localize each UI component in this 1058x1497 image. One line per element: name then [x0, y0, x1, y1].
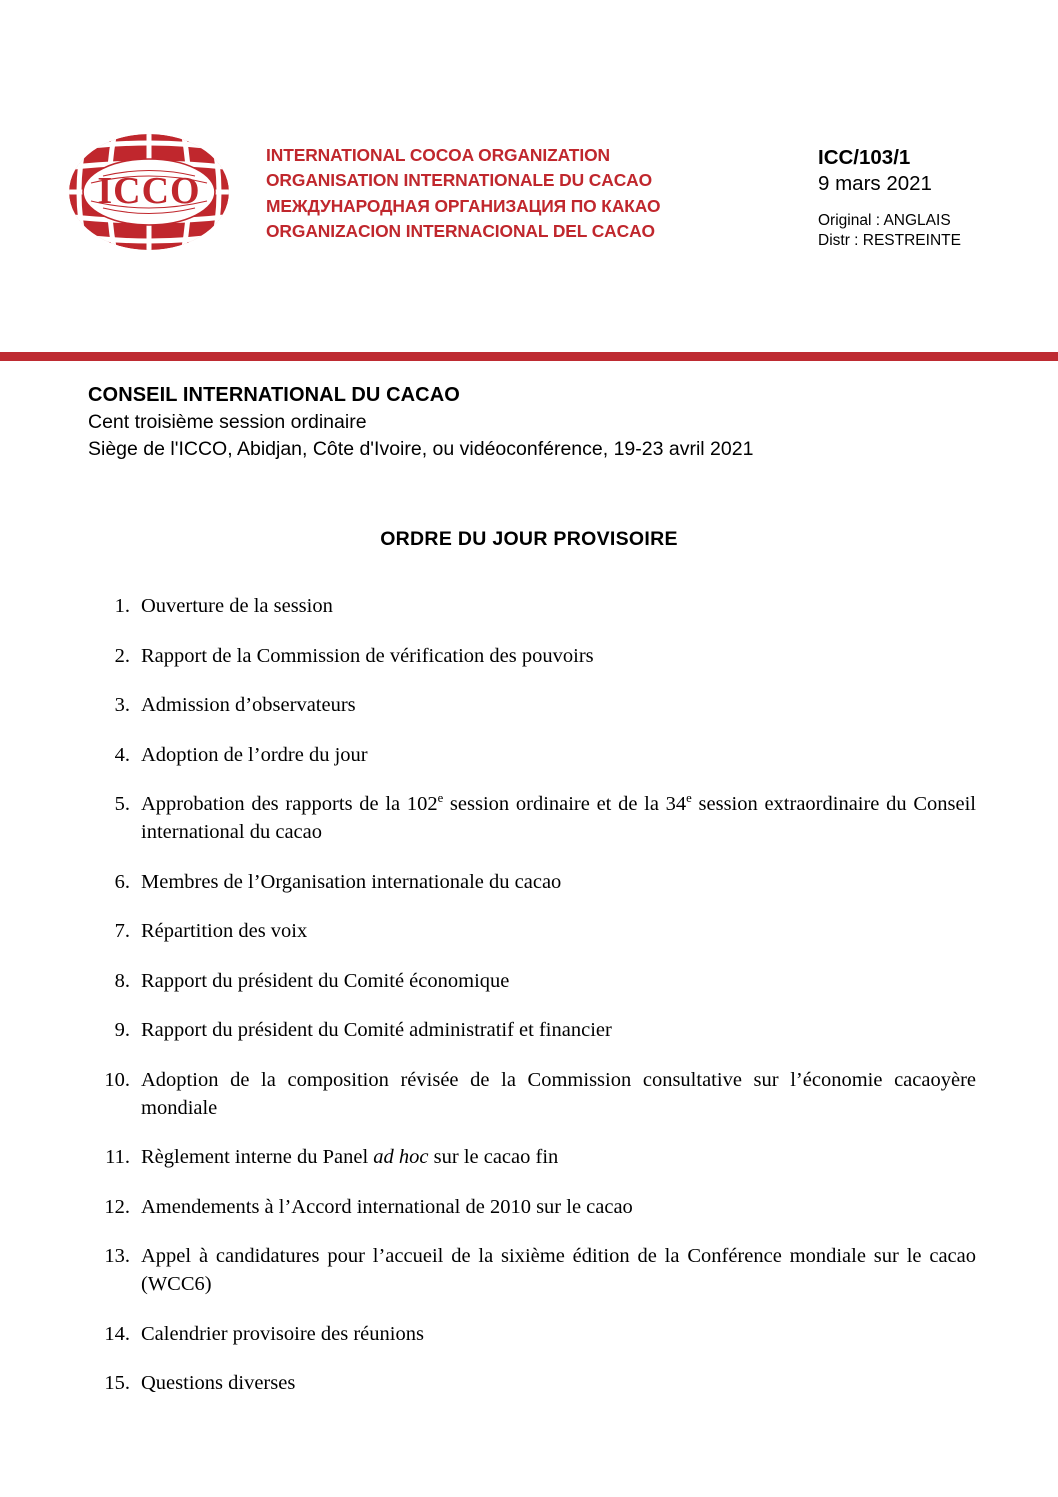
agenda-item-number: 10.	[104, 1068, 130, 1091]
agenda-item	[84, 967, 976, 995]
agenda-item	[84, 1016, 976, 1044]
agenda-item-number: 5.	[114, 793, 130, 815]
header-divider	[0, 352, 1058, 361]
session-venue: Siège de l'ICCO, Abidjan, Côte d'Ivoire, ou vidéoconférence, 19-23 avril 2021	[88, 438, 754, 460]
agenda-item-text: Répartition des voix	[141, 920, 308, 942]
agenda-item-text: Rapport du président du Comité économique	[141, 969, 510, 992]
org-name-es: ORGANIZACION INTERNACIONAL DEL CACAO	[266, 221, 655, 242]
agenda-item-number: 6.	[114, 870, 130, 893]
agenda-item-number: 2.	[114, 644, 130, 667]
agenda-list	[84, 592, 976, 1419]
agenda-item	[84, 790, 976, 846]
agenda-item	[84, 868, 976, 896]
agenda-item	[84, 1066, 976, 1122]
document-date: 9 mars 2021	[818, 172, 932, 195]
agenda-item-text: Calendrier provisoire des réunions	[141, 1322, 424, 1345]
agenda-item	[84, 1242, 976, 1298]
agenda-item	[84, 1320, 976, 1348]
agenda-item-number: 13.	[104, 1245, 130, 1267]
agenda-item	[84, 741, 976, 769]
org-name-fr: ORGANISATION INTERNATIONALE DU CACAO	[266, 170, 653, 191]
agenda-item-number: 9.	[114, 1019, 130, 1041]
agenda-item-text: Membres de l’Organisation internationale du cacao	[141, 870, 562, 893]
agenda-item	[84, 642, 976, 670]
agenda-item-number: 1.	[114, 595, 130, 617]
agenda-item-text: Admission d’observateurs	[141, 694, 356, 716]
f-letter-icon	[800, 55, 1000, 111]
icco-logo	[57, 131, 241, 253]
agenda-item-text: Rapport du président du Comité administratif et financier	[141, 1019, 612, 1041]
agenda-item	[84, 1369, 976, 1397]
agenda-item-number: 11.	[105, 1146, 130, 1168]
agenda-item	[84, 1193, 976, 1221]
agenda-item-text: Approbation des rapports de la 102e session ordinaire et de la 34e session extraordinaire du Conseil international du cacao	[141, 791, 976, 843]
original-language: Original : ANGLAIS	[818, 212, 951, 229]
agenda-item-text: Rapport de la Commission de vérification des pouvoirs	[141, 644, 594, 667]
distribution-status: Distr : RESTREINTE	[818, 231, 961, 249]
language-banner-f	[800, 55, 1000, 111]
agenda-item-text: Adoption de l’ordre du jour	[141, 743, 368, 766]
document-symbol: ICC/103/1	[818, 146, 911, 169]
agenda-item	[84, 592, 976, 620]
org-name-ru: МЕЖДУНАРОДНАЯ ОРГАНИЗАЦИЯ ПО КАКАО	[266, 195, 661, 216]
page-title: ORDRE DU JOUR PROVISOIRE	[380, 528, 678, 550]
agenda-item-text: Questions diverses	[141, 1372, 296, 1394]
session-name: Cent troisième session ordinaire	[88, 411, 367, 433]
council-name: CONSEIL INTERNATIONAL DU CACAO	[88, 384, 460, 406]
agenda-item-number: 14.	[104, 1322, 130, 1345]
agenda-item	[84, 1143, 976, 1171]
agenda-item-text: Appel à candidatures pour l’accueil de la sixième édition de la Conférence mondiale sur le cacao (WCC6)	[141, 1245, 976, 1295]
agenda-item	[84, 691, 976, 719]
org-name-en: INTERNATIONAL COCOA ORGANIZATION	[266, 145, 610, 165]
agenda-item-number: 15.	[104, 1372, 130, 1394]
agenda-item-text: Amendements à l’Accord international de 2010 sur le cacao	[141, 1195, 633, 1218]
agenda-item-number: 7.	[114, 920, 130, 942]
agenda-item-number: 3.	[114, 694, 130, 716]
agenda-item-text: Adoption de la composition révisée de la Commission consultative sur l’économie cacaoyère mondiale	[141, 1068, 976, 1119]
organization-names	[266, 143, 766, 245]
agenda-item-text: Règlement interne du Panel ad hoc sur le cacao fin	[141, 1146, 559, 1168]
document-reference	[818, 145, 1048, 250]
agenda-item-number: 12.	[104, 1195, 130, 1218]
svg-text:ICCO: ICCO	[97, 170, 201, 212]
agenda-item-number: 8.	[114, 969, 130, 992]
agenda-item-number: 4.	[114, 743, 130, 766]
agenda-item-text: Ouverture de la session	[141, 595, 333, 617]
meeting-title-block	[88, 382, 968, 463]
document-masthead	[0, 0, 1058, 355]
agenda-item	[84, 917, 976, 945]
